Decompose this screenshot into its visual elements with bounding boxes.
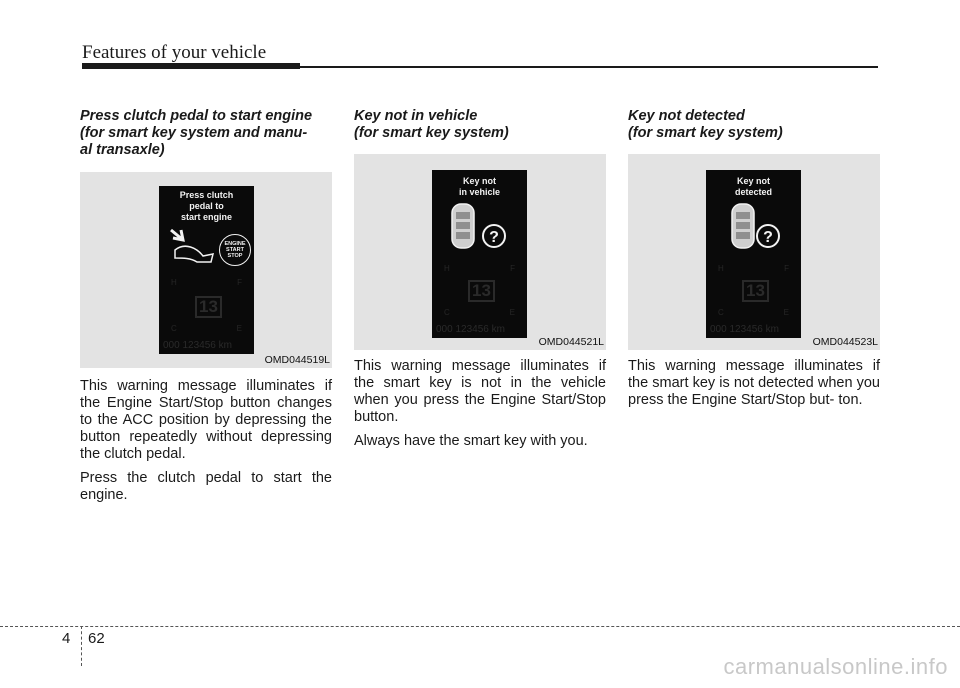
figure-key-not-detected [628,154,880,350]
title-line: (for smart key system and manu- [80,125,308,141]
section-key-not-detected [628,108,880,408]
cluster-display [706,170,801,338]
display-message [706,176,801,198]
display-message [432,176,527,198]
section-body [628,358,880,416]
section-body [354,358,606,457]
gauge-f-label: F [237,278,242,287]
button-label-line: STOP [227,253,243,259]
title-line: Press clutch pedal to start engine [80,108,313,124]
gauge-e-label: E [783,308,789,317]
page-number: 62 [88,630,105,647]
section-title [354,108,606,142]
figure-code: OMD044519L [264,354,330,366]
message-line: detected [734,187,772,197]
gauge-e-label: E [236,324,242,333]
odometer: 000 123456 km [710,324,779,335]
cluster-display [159,186,254,354]
figure-code: OMD044523L [812,336,878,348]
clutch-pedal-icon [167,228,217,268]
message-line: Key not [462,176,496,186]
svg-text:?: ? [763,229,773,246]
gauge-h-label: H [444,264,450,273]
section-title [628,108,880,142]
figure-code: OMD044521L [538,336,604,348]
chapter-number: 4 [62,630,71,647]
title-line: Key not detected [628,108,745,124]
section-clutch [80,108,332,503]
paragraph: This warning message illuminates if the smart key is not in the vehicle when you press the Engine Start/Stop button. [354,358,606,425]
watermark: carmanualsonline.info [723,654,948,679]
odometer: 000 123456 km [436,324,505,335]
gauge-e-label: E [509,308,515,317]
gauge-f-label: F [510,264,515,273]
header-bar [82,63,300,69]
display-message [159,190,254,223]
gauge-c-label: C [171,324,177,333]
title-line: al transaxle) [80,142,165,158]
gauge-h-label: H [718,264,724,273]
button-label-line: ENGINE [224,241,246,247]
message-line: pedal to [189,201,224,211]
gauge-number: 13 [195,296,222,318]
section-key-not-in-vehicle [354,108,606,449]
paragraph: This warning message illuminates if the smart key is not detected when you press the Engine Start/Stop but- ton. [628,358,880,408]
title-line: Key not in vehicle [354,108,478,124]
paragraph: Always have the smart key with you. [354,433,588,449]
start-button-icon [219,234,251,266]
message-line: Press clutch [179,190,234,200]
gauge-h-label: H [171,278,177,287]
section-title [80,108,332,159]
message-line: Key not [736,176,770,186]
running-header: Features of your vehicle [82,42,267,63]
svg-text:?: ? [489,229,499,246]
button-label-line: START [226,247,244,253]
footer-separator [81,626,82,666]
title-line: (for smart key system) [354,125,509,141]
figure-clutch [80,172,332,368]
gauge-c-label: C [444,308,450,317]
paragraph: This warning message illuminates if the Engine Start/Stop button changes to the ACC position by depressing the button repeatedly without depressing the clutch pedal. [80,378,332,462]
gauge-c-label: C [718,308,724,317]
figure-key-not-in-vehicle [354,154,606,350]
title-line: (for smart key system) [628,125,783,141]
smart-key-question-icon [448,202,508,254]
cluster-display [432,170,527,338]
footer-rule [0,626,960,627]
gauge-number: 13 [742,280,769,302]
odometer: 000 123456 km [163,340,232,351]
message-line: start engine [180,212,232,222]
paragraph: Press the clutch pedal to start the engine. [80,470,332,503]
message-line: in vehicle [458,187,501,197]
gauge-number: 13 [468,280,495,302]
section-body [80,378,332,511]
gauge-f-label: F [784,264,789,273]
smart-key-question-icon [728,202,788,254]
